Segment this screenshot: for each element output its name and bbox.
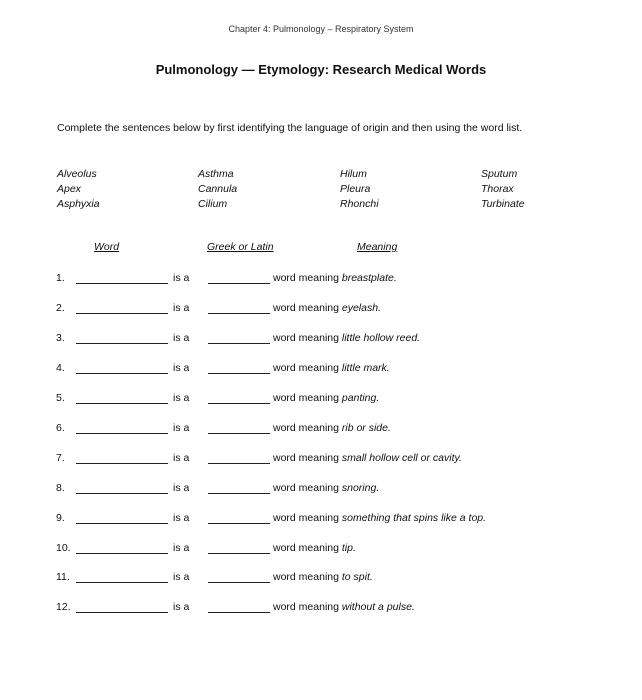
origin-answer-blank[interactable]: [208, 283, 270, 284]
meaning-prefix: word meaning: [273, 272, 339, 284]
connector-text: is a: [173, 362, 190, 374]
word-list-item: Cilium: [198, 198, 228, 210]
meaning-prefix: word meaning: [273, 302, 339, 314]
word-list-item: Apex: [57, 183, 81, 195]
meaning-definition: small hollow cell or cavity.: [341, 452, 462, 464]
word-list-column: [57, 167, 100, 212]
item-number: 12.: [56, 601, 71, 613]
meaning-definition: snoring.: [341, 482, 380, 494]
exercise-row: [0, 482, 642, 500]
word-list-item: Turbinate: [481, 198, 525, 210]
word-list-item: Asthma: [198, 168, 234, 180]
meaning-definition: something that spins like a top.: [341, 512, 487, 524]
word-list-item: Thorax: [481, 183, 514, 195]
instructions: Complete the sentences below by first identifying the language of origin and then using the word list.: [57, 122, 523, 134]
origin-answer-blank[interactable]: [208, 523, 270, 524]
item-number: 7.: [56, 452, 65, 464]
origin-answer-blank[interactable]: [208, 463, 270, 464]
meaning-text: [273, 422, 391, 434]
meaning-prefix: word meaning: [273, 392, 339, 404]
item-number: 3.: [56, 332, 65, 344]
exercise-row: [0, 272, 642, 290]
meaning-prefix: word meaning: [273, 542, 339, 554]
meaning-text: [273, 332, 420, 344]
meaning-text: [273, 512, 486, 524]
word-answer-blank[interactable]: [76, 283, 168, 284]
item-number: 10.: [56, 542, 71, 554]
word-answer-blank[interactable]: [76, 582, 168, 583]
word-list-column: [481, 167, 525, 212]
exercise-row: [0, 332, 642, 350]
word-answer-blank[interactable]: [76, 343, 168, 344]
word-list-item: Asphyxia: [57, 198, 100, 210]
page-header: Chapter 4: Pulmonology – Respiratory System: [228, 24, 414, 34]
meaning-prefix: word meaning: [273, 422, 339, 434]
word-list-column: [198, 167, 237, 212]
page-title: Pulmonology — Etymology: Research Medical Words: [155, 62, 487, 77]
word-answer-blank[interactable]: [76, 612, 168, 613]
connector-text: is a: [173, 601, 190, 613]
meaning-prefix: word meaning: [273, 512, 339, 524]
origin-answer-blank[interactable]: [208, 373, 270, 374]
exercise-row: [0, 362, 642, 380]
meaning-prefix: word meaning: [273, 332, 339, 344]
connector-text: is a: [173, 512, 190, 524]
meaning-definition: panting.: [341, 392, 380, 404]
word-answer-blank[interactable]: [76, 523, 168, 524]
origin-answer-blank[interactable]: [208, 403, 270, 404]
meaning-text: [273, 392, 379, 404]
meaning-text: [273, 302, 381, 314]
column-header-word: Word: [94, 241, 120, 253]
meaning-definition: tip.: [341, 542, 356, 554]
column-header-origin: Greek or Latin: [207, 241, 274, 253]
word-list-item: Alveolus: [57, 168, 97, 180]
connector-text: is a: [173, 571, 190, 583]
meaning-definition: without a pulse.: [341, 601, 415, 613]
word-answer-blank[interactable]: [76, 403, 168, 404]
word-answer-blank[interactable]: [76, 313, 168, 314]
word-answer-blank[interactable]: [76, 433, 168, 434]
exercise-row: [0, 571, 642, 589]
meaning-text: [273, 571, 373, 583]
meaning-text: [273, 272, 397, 284]
item-number: 4.: [56, 362, 65, 374]
meaning-definition: eyelash.: [341, 302, 381, 314]
meaning-definition: little hollow reed.: [341, 332, 421, 344]
item-number: 2.: [56, 302, 65, 314]
origin-answer-blank[interactable]: [208, 493, 270, 494]
word-answer-blank[interactable]: [76, 553, 168, 554]
connector-text: is a: [173, 452, 190, 464]
connector-text: is a: [173, 332, 190, 344]
word-answer-blank[interactable]: [76, 463, 168, 464]
exercise-row: [0, 302, 642, 320]
word-list-item: Sputum: [481, 168, 518, 180]
exercise-row: [0, 452, 642, 470]
connector-text: is a: [173, 392, 190, 404]
meaning-text: [273, 482, 379, 494]
meaning-text: [273, 452, 462, 464]
item-number: 8.: [56, 482, 65, 494]
meaning-text: [273, 362, 390, 374]
word-list-item: Hilum: [340, 168, 367, 180]
meaning-definition: little mark.: [341, 362, 390, 374]
exercise-row: [0, 392, 642, 410]
word-list-item: Rhonchi: [340, 198, 379, 210]
exercise-row: [0, 422, 642, 440]
connector-text: is a: [173, 542, 190, 554]
item-number: 6.: [56, 422, 65, 434]
meaning-prefix: word meaning: [273, 452, 339, 464]
word-list-column: [340, 167, 379, 212]
origin-answer-blank[interactable]: [208, 343, 270, 344]
meaning-definition: rib or side.: [341, 422, 391, 434]
origin-answer-blank[interactable]: [208, 313, 270, 314]
meaning-prefix: word meaning: [273, 571, 339, 583]
meaning-prefix: word meaning: [273, 601, 339, 613]
item-number: 11.: [56, 571, 70, 583]
origin-answer-blank[interactable]: [208, 433, 270, 434]
meaning-definition: breastplate.: [341, 272, 397, 284]
word-list-item: Cannula: [198, 183, 238, 195]
origin-answer-blank[interactable]: [208, 553, 270, 554]
meaning-prefix: word meaning: [273, 362, 339, 374]
column-header-meaning: Meaning: [357, 241, 398, 253]
origin-answer-blank[interactable]: [208, 612, 270, 613]
meaning-text: [273, 601, 415, 613]
exercise-row: [0, 542, 642, 560]
item-number: 5.: [56, 392, 65, 404]
meaning-definition: to spit.: [341, 571, 373, 583]
meaning-prefix: word meaning: [273, 482, 339, 494]
word-answer-blank[interactable]: [76, 493, 168, 494]
word-list-item: Pleura: [340, 183, 371, 195]
exercise-row: [0, 512, 642, 530]
connector-text: is a: [173, 422, 190, 434]
connector-text: is a: [173, 302, 190, 314]
connector-text: is a: [173, 272, 190, 284]
item-number: 1.: [56, 272, 65, 284]
item-number: 9.: [56, 512, 65, 524]
connector-text: is a: [173, 482, 190, 494]
word-answer-blank[interactable]: [76, 373, 168, 374]
meaning-text: [273, 542, 356, 554]
exercise-row: [0, 601, 642, 619]
origin-answer-blank[interactable]: [208, 582, 270, 583]
